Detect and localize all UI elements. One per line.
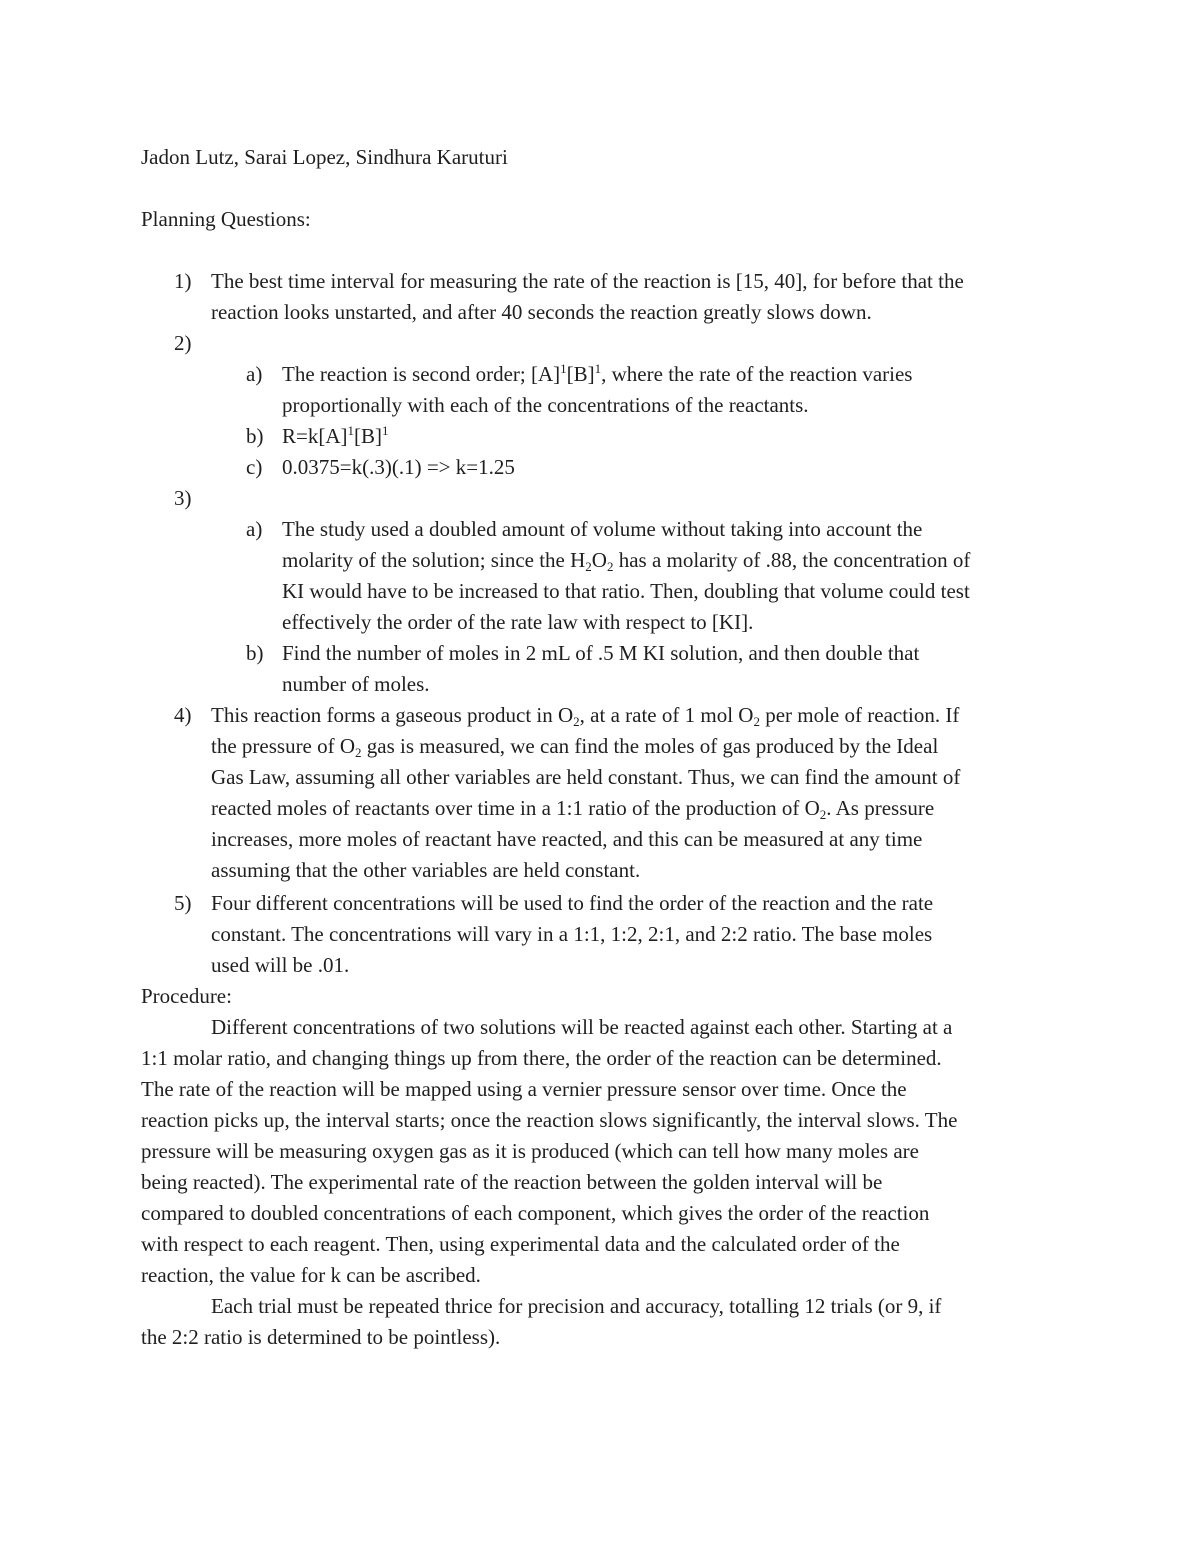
procedure-p1-line: reaction picks up, the interval starts; once the reaction slows significantly, the interval slows. The (141, 1108, 958, 1132)
text-segment: R=k[A] (282, 424, 348, 448)
q5-line-3: used will be .01. (211, 953, 350, 977)
procedure-p1-line: with respect to each reagent. Then, using experimental data and the calculated order of the (141, 1232, 900, 1256)
q2a-line-1 (282, 361, 912, 387)
text-segment: , where the rate of the reaction varies (601, 362, 913, 386)
q4-line-4 (211, 795, 934, 821)
procedure-p1-line: 1:1 molar ratio, and changing things up from there, the order of the reaction can be determined. (141, 1046, 942, 1070)
q1-number: 1) (174, 269, 192, 293)
text-segment: . As pressure (826, 796, 935, 820)
procedure-p1-line: reaction, the value for k can be ascribed. (141, 1263, 481, 1287)
q1-line-1: The best time interval for measuring the rate of the reaction is [15, 40], for before that the (211, 269, 964, 293)
procedure-p1-line: Different concentrations of two solutions will be reacted against each other. Starting at a (211, 1015, 953, 1039)
q1-line-2: reaction looks unstarted, and after 40 seconds the reaction greatly slows down. (211, 300, 872, 324)
q4-line-6: assuming that the other variables are held constant. (211, 858, 641, 882)
text-segment: the pressure of O (211, 734, 356, 758)
planning-heading: Planning Questions: (141, 207, 311, 231)
q2a-line-2: proportionally with each of the concentrations of the reactants. (282, 393, 809, 417)
q2c-letter: c) (246, 455, 263, 479)
procedure-p2-line: Each trial must be repeated thrice for precision and accuracy, totalling 12 trials (or 9, if (211, 1294, 942, 1318)
procedure-p1-line: pressure will be measuring oxygen gas as it is produced (which can tell how many moles are (141, 1139, 919, 1163)
q5-line-1: Four different concentrations will be used to find the order of the reaction and the rate (211, 891, 934, 915)
q2b-letter: b) (246, 424, 264, 448)
superscript: 1 (594, 361, 602, 376)
q4-line-5: increases, more moles of reactant have reacted, and this can be measured at any time (211, 827, 923, 851)
q4-number: 4) (174, 703, 192, 727)
q4-line-3: Gas Law, assuming all other variables are held constant. Thus, we can find the amount of (211, 765, 961, 789)
subscript: 2 (606, 559, 614, 574)
text-segment: has a molarity of .88, the concentration of (613, 548, 971, 572)
text-segment: , at a rate of 1 mol O (579, 703, 754, 727)
subscript: 2 (585, 559, 592, 574)
authors-line: Jadon Lutz, Sarai Lopez, Sindhura Karuturi (141, 145, 508, 169)
q3b-letter: b) (246, 641, 264, 665)
q2c-calculation: 0.0375=k(.3)(.1) => k=1.25 (282, 455, 515, 479)
text-segment: This reaction forms a gaseous product in O (211, 703, 574, 727)
q4-line-1 (211, 702, 959, 728)
procedure-p1-line: being reacted). The experimental rate of the reaction between the golden interval will be (141, 1170, 883, 1194)
q4-line-2 (211, 733, 938, 759)
q3b-line-2: number of moles. (282, 672, 430, 696)
text-segment: per mole of reaction. If (759, 703, 960, 727)
q5-number: 5) (174, 891, 192, 915)
text-segment: O (591, 548, 607, 572)
text-segment: reacted moles of reactants over time in a 1:1 ratio of the production of O (211, 796, 820, 820)
superscript: 1 (560, 361, 567, 376)
subscript: 2 (355, 745, 362, 760)
subscript: 2 (819, 807, 827, 822)
superscript: 1 (382, 423, 389, 438)
text-segment: gas is measured, we can find the moles of gas produced by the Ideal (361, 734, 939, 758)
q3a-line-2 (282, 547, 970, 573)
q2b-rate-law (282, 423, 389, 449)
procedure-p2-line: the 2:2 ratio is determined to be pointless). (141, 1325, 501, 1349)
q3a-line-3: KI would have to be increased to that ratio. Then, doubling that volume could test (282, 579, 970, 603)
procedure-heading: Procedure: (141, 984, 232, 1008)
text-segment: [B] (566, 362, 595, 386)
superscript: 1 (347, 423, 355, 438)
procedure-p1-line: compared to doubled concentrations of each component, which gives the order of the reaction (141, 1201, 930, 1225)
text-segment: The reaction is second order; [A] (282, 362, 561, 386)
text-segment: molarity of the solution; since the H (282, 548, 586, 572)
q3a-line-4: effectively the order of the rate law with respect to [KI]. (282, 610, 754, 634)
q3b-line-1: Find the number of moles in 2 mL of .5 M KI solution, and then double that (282, 641, 920, 665)
subscript: 2 (753, 714, 760, 729)
procedure-p1-line: The rate of the reaction will be mapped using a vernier pressure sensor over time. Once the (141, 1077, 907, 1101)
q3a-line-1: The study used a doubled amount of volume without taking into account the (282, 517, 923, 541)
q3a-letter: a) (246, 517, 263, 541)
q3-number: 3) (174, 486, 192, 510)
text-segment: [B] (354, 424, 383, 448)
subscript: 2 (573, 714, 580, 729)
q5-line-2: constant. The concentrations will vary in a 1:1, 1:2, 2:1, and 2:2 ratio. The base moles (211, 922, 933, 946)
q2-number: 2) (174, 331, 192, 355)
q2a-letter: a) (246, 362, 263, 386)
